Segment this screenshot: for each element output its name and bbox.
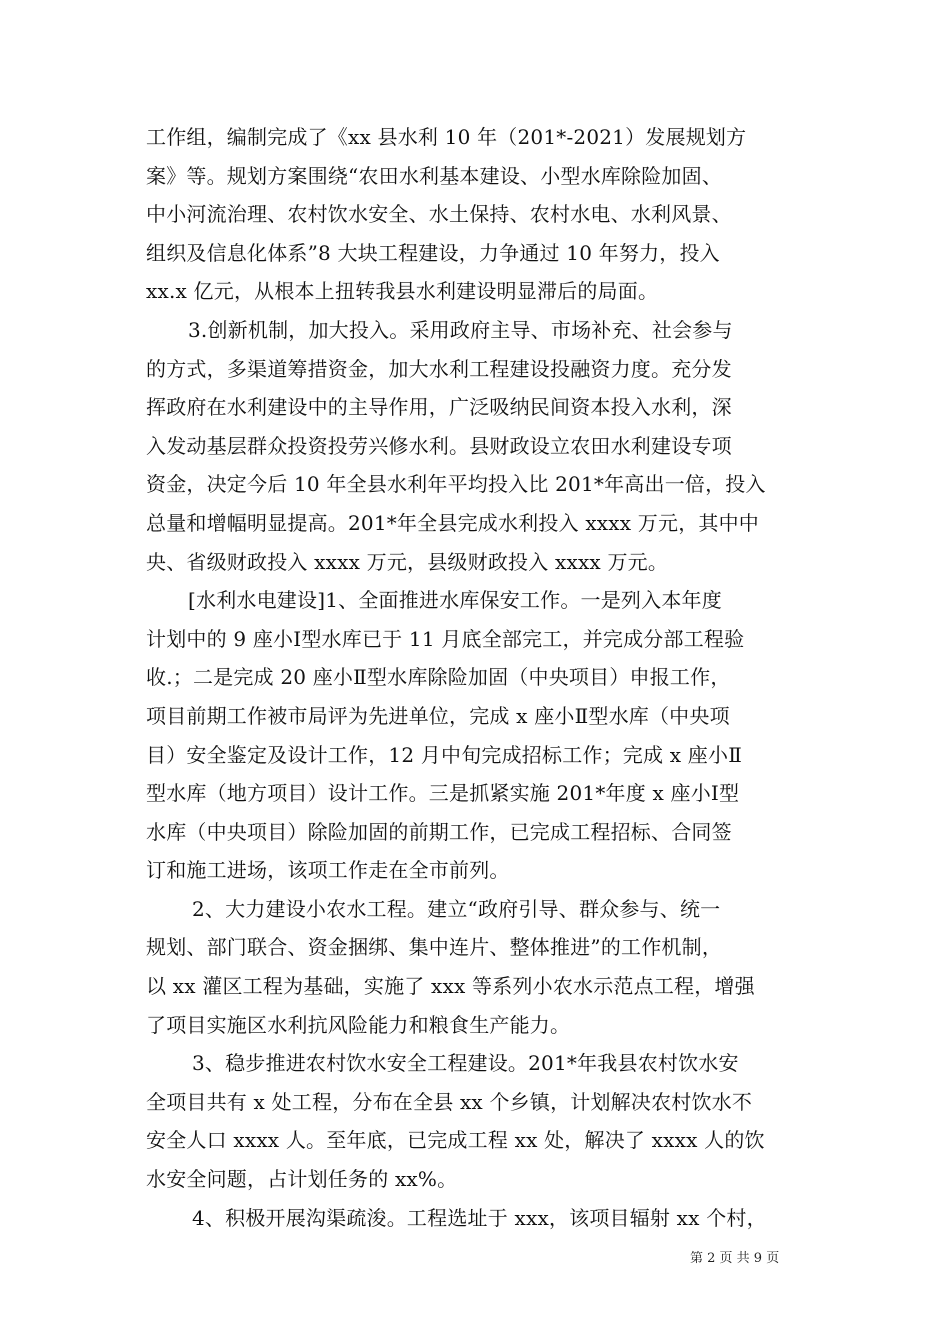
text-line: xx.x 亿元，从根本上扭转我县水利建设明显滞后的局面。 xyxy=(146,279,659,304)
text-line: 了项目实施区水利抗风险能力和粮食生产能力。 xyxy=(146,1012,571,1037)
text-line: 收.；二是完成 20 座小Ⅱ型水库除险加固（中央项目）申报工作， xyxy=(146,665,731,690)
text-line: 的方式，多渠道筹措资金，加大水利工程建设投融资力度。充分发 xyxy=(146,356,732,381)
text-line: 目）安全鉴定及设计工作，12 月中旬完成招标工作；完成 x 座小Ⅱ xyxy=(146,742,742,767)
text-line: 安全人口 xxxx 人。至年底，已完成工程 xx 处，解决了 xxxx 人的饮 xyxy=(146,1128,765,1153)
text-line: 项目前期工作被市局评为先进单位，完成 x 座小Ⅱ型水库（中央项 xyxy=(146,703,730,728)
paragraph-start-line: 3.创新机制，加大投入。采用政府主导、市场补充、社会参与 xyxy=(188,317,733,342)
text-line: 总量和增幅明显提高。201*年全县完成水利投入 xxxx 万元，其中中 xyxy=(146,510,760,535)
text-line: 水安全问题，占计划任务的 xx%。 xyxy=(146,1167,458,1192)
text-line: 案》等。规划方案围绕“农田水利基本建设、小型水库除险加固、 xyxy=(146,163,723,188)
text-line: 全项目共有 x 处工程，分布在全县 xx 个乡镇，计划解决农村饮水不 xyxy=(146,1089,753,1114)
paragraph-start-line: 4、积极开展沟渠疏浚。工程选址于 xxx，该项目辐射 xx 个村， xyxy=(192,1205,767,1230)
text-line: 挥政府在水利建设中的主导作用，广泛吸纳民间资本投入水利，深 xyxy=(146,395,732,420)
paragraph-start-line: 3、稳步推进农村饮水安全工程建设。201*年我县农村饮水安 xyxy=(192,1051,739,1076)
text-line: 中小河流治理、农村饮水安全、水土保持、农村水电、水利风景、 xyxy=(146,202,732,227)
paragraph-start-line: 2、大力建设小农水工程。建立“政府引导、群众参与、统一 xyxy=(192,896,721,921)
text-line: 央、省级财政投入 xxxx 万元，县级财政投入 xxxx 万元。 xyxy=(146,549,669,574)
page-number: 第 2 页 共 9 页 xyxy=(690,1251,780,1266)
text-line: 入发动基层群众投资投劳兴修水利。县财政设立农田水利建设专项 xyxy=(146,433,732,458)
document-body xyxy=(146,118,811,1237)
text-line: 计划中的 9 座小Ⅰ型水库已于 11 月底全部完工，并完成分部工程验 xyxy=(146,626,745,651)
text-line: 型水库（地方项目）设计工作。三是抓紧实施 201*年度 x 座小Ⅰ型 xyxy=(146,781,740,806)
text-line: 资金，决定今后 10 年全县水利年平均投入比 201*年高出一倍，投入 xyxy=(146,472,766,497)
text-line: 规划、部门联合、资金捆绑、集中连片、整体推进”的工作机制， xyxy=(146,935,723,960)
text-line: 以 xx 灌区工程为基础，实施了 xxx 等系列小农水示范点工程，增强 xyxy=(146,974,755,999)
text-line: 组织及信息化体系”8 大块工程建设，力争通过 10 年努力，投入 xyxy=(146,240,720,265)
text-line: 工作组，编制完成了《xx 县水利 10 年（201*-2021）发展规划方 xyxy=(146,125,747,149)
text-line: 订和施工进场，该项工作走在全市前列。 xyxy=(146,858,510,883)
text-line: 水库（中央项目）除险加固的前期工作，已完成工程招标、合同签 xyxy=(146,819,732,844)
paragraph-start-line: [水利水电建设]1、全面推进水库保安工作。一是列入本年度 xyxy=(188,588,722,613)
